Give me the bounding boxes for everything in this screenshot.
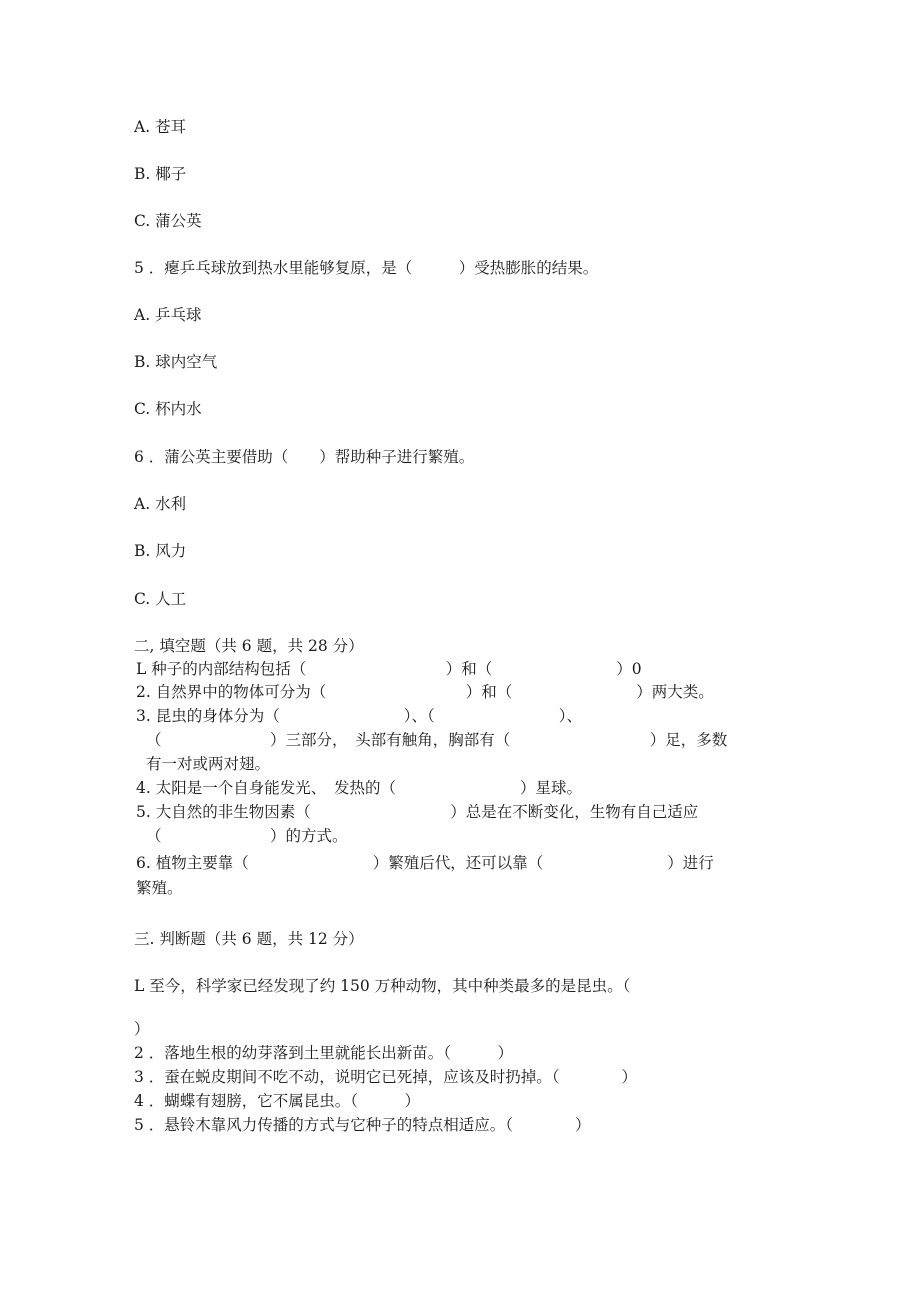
q5-option-a: A. 乒乓球 — [134, 306, 202, 324]
q6-stem: 6 ．蒲公英主要借助（ ）帮助种子进行繁殖。 — [134, 448, 475, 466]
fill-line-6-cont: 繁殖。 — [136, 879, 183, 897]
fill-line-6: 6. 植物主要靠（ ）繁殖后代，还可以靠（ ）进行 — [136, 854, 714, 872]
judge-line-3: 3 ．蚕在蜕皮期间不吃不动，说明它已死掉，应该及时扔掉。（ ） — [134, 1068, 638, 1086]
q6-option-c: C. 人工 — [134, 590, 187, 608]
fill-line-2: 2. 自然界中的物体可分为（ ）和（ ）两大类。 — [136, 683, 714, 701]
fill-line-5: 5. 大自然的非生物因素（ ）总是在不断变化，生物有自己适应 — [136, 803, 699, 821]
q5-option-b: B. 球内空气 — [134, 353, 218, 371]
q5-stem: 5 ．瘪乒乓球放到热水里能够复原，是（ ）受热膨胀的结果。 — [134, 259, 599, 277]
judge-line-1: L 至今，科学家已经发现了约 150 万种动物，其中种类最多的是昆虫。（ — [134, 977, 631, 995]
fill-line-5-cont: （ ）的方式。 — [146, 827, 348, 845]
fill-line-4: 4. 太阳是一个自身能发光、 发热的（ ）星球。 — [136, 779, 582, 797]
fill-line-1: L 种子的内部结构包括（ ）和（ ）0 — [136, 660, 642, 678]
q4-option-b: B. 椰子 — [134, 165, 187, 183]
q4-option-c: C. 蒲公英 — [134, 212, 202, 230]
q5-option-c: C. 杯内水 — [134, 400, 202, 418]
judge-line-5: 5 ．悬铃木靠风力传播的方式与它种子的特点相适应。（ ） — [134, 1116, 591, 1134]
judge-line-4: 4 ．蝴蝶有翅膀，它不属昆虫。（ ） — [134, 1092, 421, 1110]
judge-line-2: 2 ．落地生根的幼芽落到土里就能长出新苗。（ ） — [134, 1044, 514, 1062]
fill-line-3-cont: （ ）三部分， 头部有触角，胸部有（ ）足，多数 — [146, 731, 728, 749]
q6-option-a: A. 水利 — [134, 495, 187, 513]
q4-option-a: A. 苍耳 — [134, 118, 187, 136]
q6-option-b: B. 风力 — [134, 542, 187, 560]
section2-title: 二, 填空题（共 6 题，共 28 分） — [134, 637, 364, 655]
section3-title: 三. 判断题（共 6 题，共 12 分） — [134, 930, 364, 948]
fill-line-3: 3. 昆虫的身体分为（ ）、（ ）、 — [136, 707, 582, 725]
judge-line-1-cont: ） — [134, 1020, 150, 1038]
fill-line-3-cont2: 有一对或两对翅。 — [146, 755, 271, 773]
